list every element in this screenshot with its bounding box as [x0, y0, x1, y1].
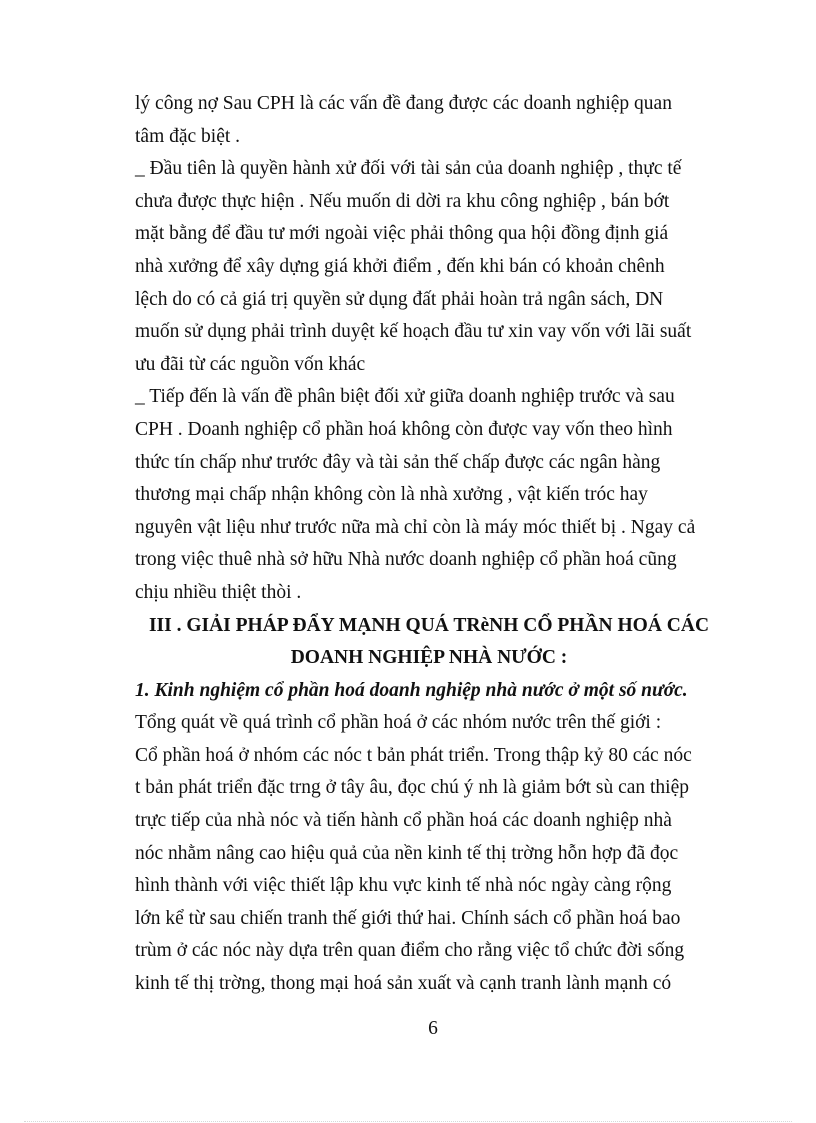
- text-line: thương mại chấp nhận không còn là nhà xưởng , vật kiến tróc hay: [135, 484, 648, 506]
- paragraph: [135, 88, 715, 153]
- text-line: CPH . Doanh nghiệp cổ phần hoá không còn được vay vốn theo hình: [135, 418, 673, 440]
- text-line: mặt bằng để đầu tư mới ngoài việc phải thông qua hội đồng định giá: [135, 223, 669, 245]
- paragraph: [135, 707, 715, 1000]
- text-line: nhà xưởng để xây dựng giá khởi điểm , đến khi bán có khoản chênh: [135, 255, 665, 277]
- text-line: muốn sử dụng phải trình duyệt kế hoạch đầu tư xin vay vốn với lãi suất: [135, 321, 692, 343]
- text-line: _ Đầu tiên là quyền hành xử đối với tài sản của doanh nghiệp , thực tế: [135, 158, 682, 180]
- page-bottom-divider: [24, 1121, 792, 1122]
- text-line: nguyên vật liệu như trước nữa mà chỉ còn là máy móc thiết bị . Ngay cả: [135, 516, 696, 538]
- text-line: chưa được thực hiện . Nếu muốn di dời ra khu công nghiệp , bán bớt: [135, 190, 670, 212]
- text-line: trực tiếp của nhà nóc và tiến hành cổ phần hoá các doanh nghiệp nhà: [135, 810, 672, 832]
- text-line: thức tín chấp như trước đây và tài sản thế chấp được các ngân hàng: [135, 451, 661, 473]
- text-line: tâm đặc biệt .: [135, 125, 241, 147]
- text-line: Cổ phần hoá ở nhóm các nóc t bản phát triển. Trong thập kỷ 80 các nóc: [135, 744, 692, 766]
- paragraph: [135, 381, 715, 609]
- section-heading-line: DOANH NGHIỆP NHÀ NƯỚC :: [290, 647, 568, 669]
- text-line: ưu đãi từ các nguồn vốn khác: [135, 353, 366, 375]
- text-line: chịu nhiều thiệt thòi .: [135, 581, 302, 603]
- text-line: Tổng quát về quá trình cổ phần hoá ở các nhóm nước trên thế giới :: [135, 712, 662, 734]
- text-line: lệch do có cả giá trị quyền sử dụng đất phải hoàn trả ngân sách, DN: [135, 288, 664, 310]
- subsection-heading: 1. Kinh nghiệm cổ phần hoá doanh nghiệp nhà nước ở một số nước.: [135, 679, 688, 701]
- text-line: nóc nhằm nâng cao hiệu quả của nền kinh tế thị trờng hỗn hợp đã đọc: [135, 842, 679, 864]
- section-heading: [135, 610, 715, 675]
- paragraph: [135, 153, 715, 381]
- page-body: [135, 88, 715, 1001]
- text-line: lớn kể từ sau chiến tranh thế giới thứ hai. Chính sách cổ phần hoá bao: [135, 907, 681, 929]
- page-number: 6: [428, 1018, 438, 1039]
- text-line: trong việc thuê nhà sở hữu Nhà nước doanh nghiệp cổ phần hoá cũng: [135, 549, 677, 571]
- text-line: hình thành với việc thiết lập khu vực kinh tế nhà nóc ngày càng rộng: [135, 875, 672, 897]
- section-heading-line: III . GIẢI PHÁP ĐẨY MẠNH QUÁ TRèNH CỔ PHẦN HOÁ CÁC: [148, 614, 710, 636]
- text-line: trùm ở các nóc này dựa trên quan điểm cho rằng việc tổ chức đời sống: [135, 940, 685, 962]
- text-line: lý công nợ Sau CPH là các vấn đề đang được các doanh nghiệp quan: [135, 93, 672, 114]
- text-line: _ Tiếp đến là vấn đề phân biệt đối xử giữa doanh nghiệp trước và sau: [135, 386, 675, 408]
- text-line: kinh tế thị trờng, thong mại hoá sản xuất và cạnh tranh lành mạnh có: [135, 973, 672, 995]
- text-line: t bản phát triển đặc trng ở tây âu, đọc chú ý nh là giảm bớt sù can thiệp: [135, 777, 690, 799]
